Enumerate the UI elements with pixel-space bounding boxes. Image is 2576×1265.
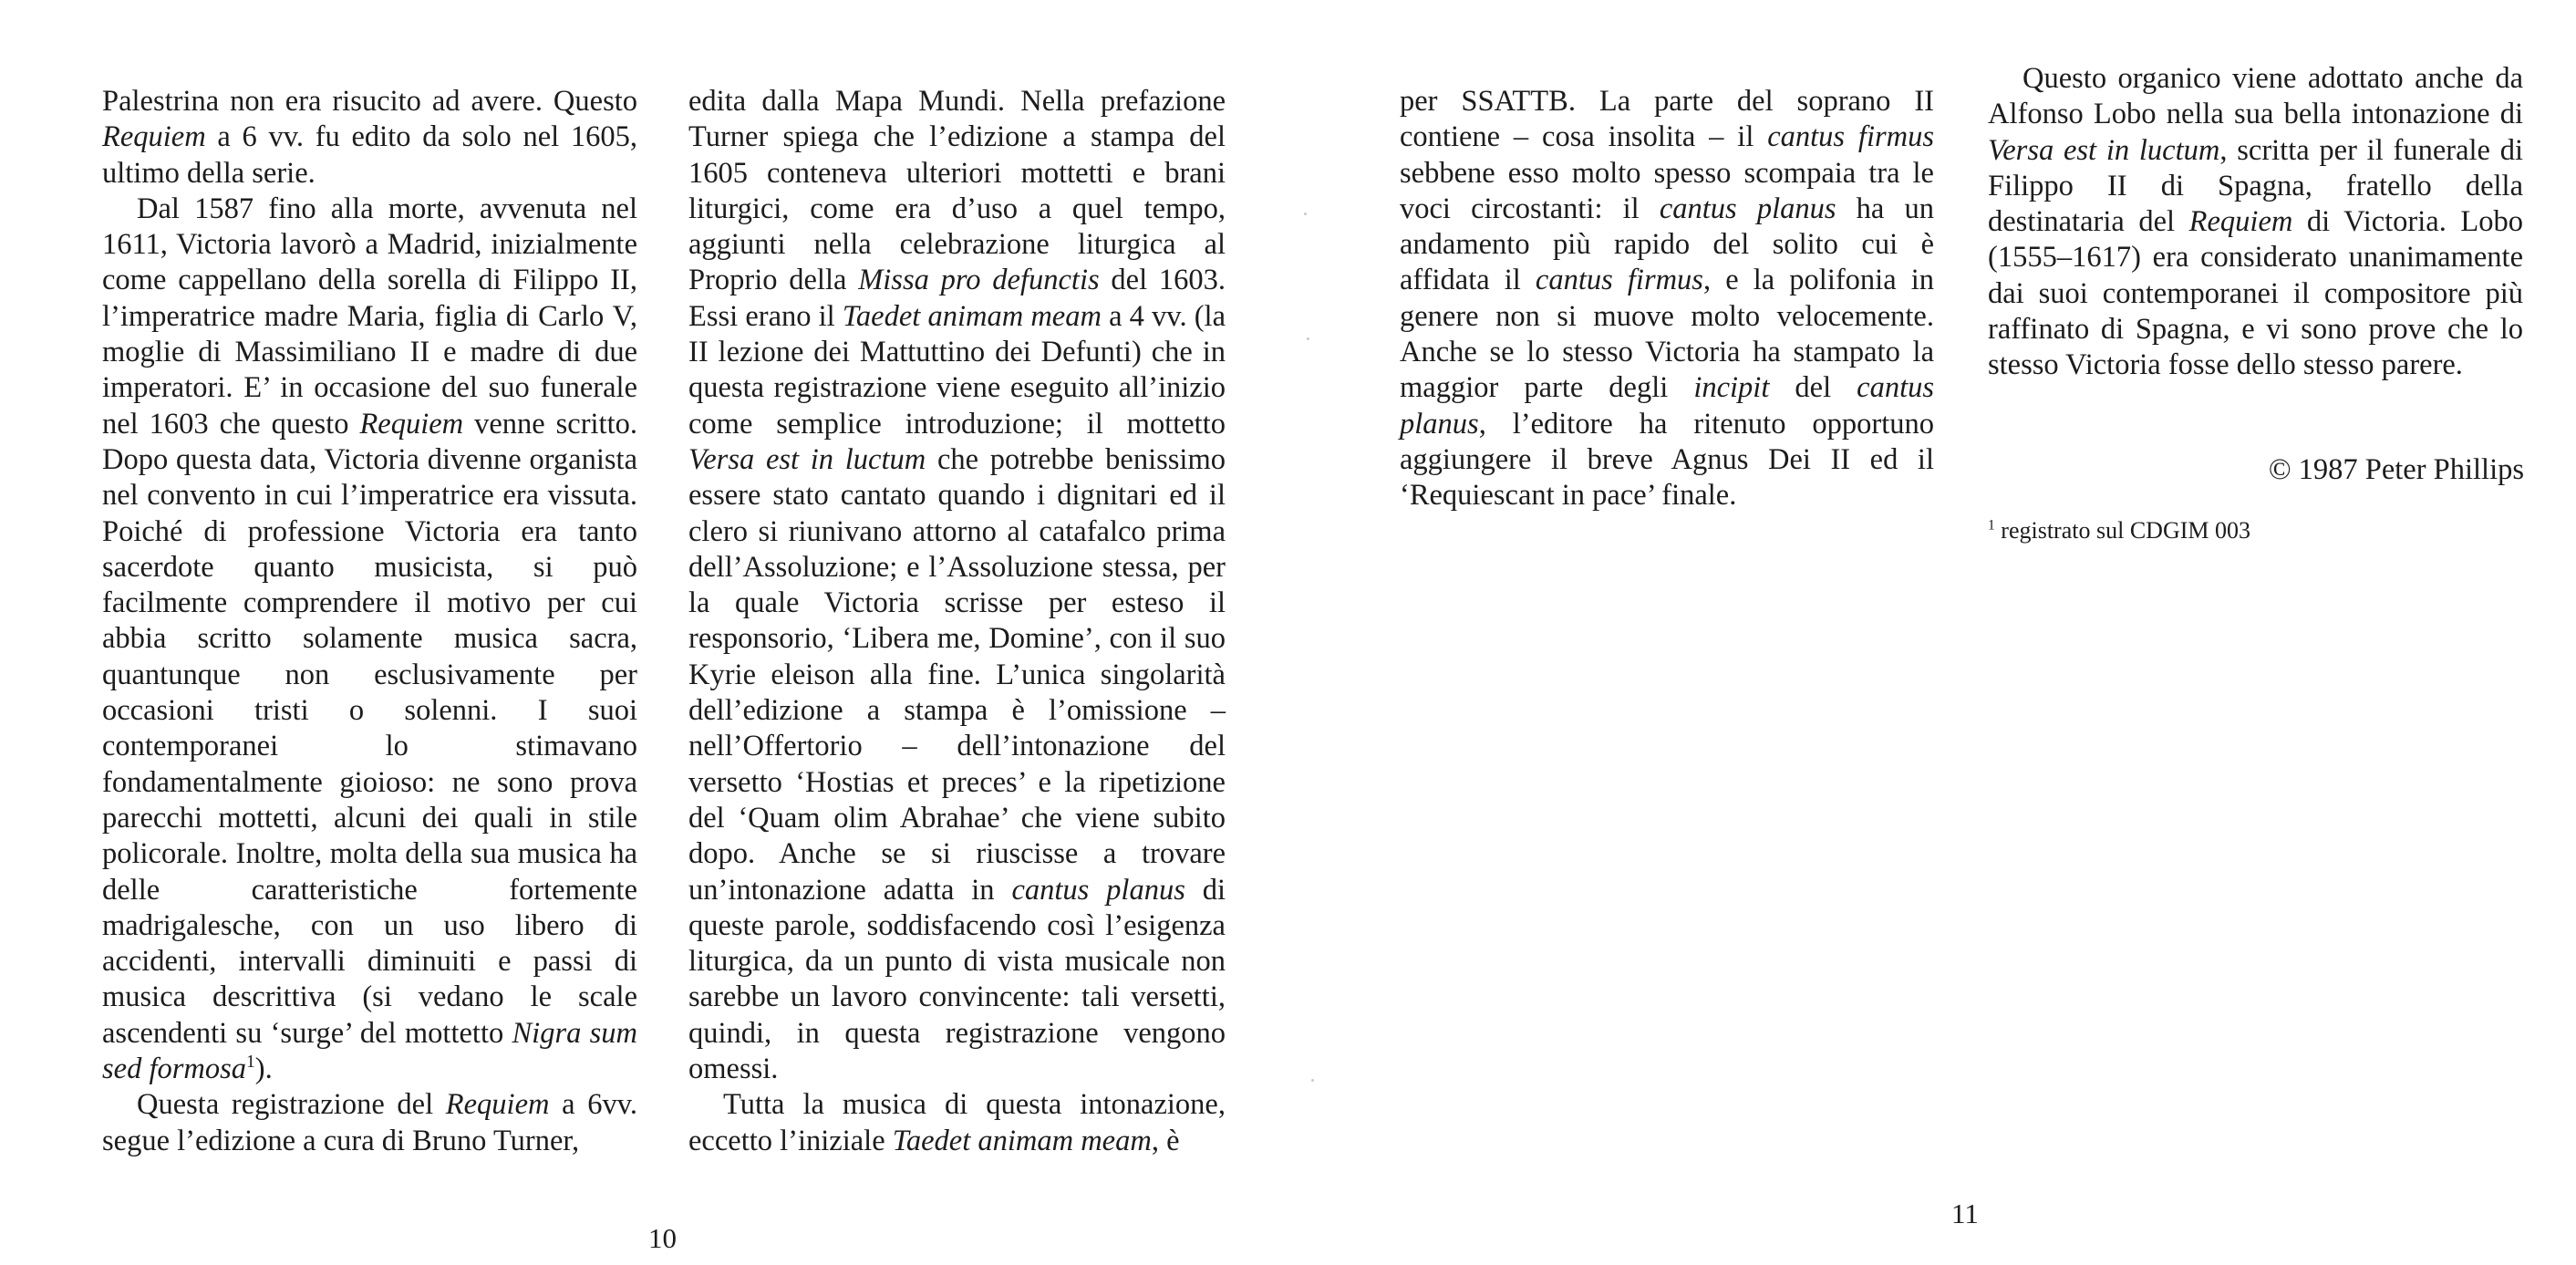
scan-speck xyxy=(1307,337,1309,340)
page-number-right: 11 xyxy=(1951,1198,1979,1229)
text-run: Tutta la musica di questa intonazione, eccetto l’iniziale xyxy=(688,1088,1226,1157)
text-run: ). xyxy=(254,1052,273,1086)
italic-text: Nigra sum sed formosa xyxy=(102,1016,637,1086)
left-page-column-2 xyxy=(688,84,1226,1159)
right-page-column-2 xyxy=(1988,61,2523,384)
paragraph xyxy=(688,84,1226,1087)
paragraph xyxy=(1988,61,2523,384)
right-page-column-1 xyxy=(1400,84,1934,514)
text-run: ha un andamento più rapido del solito cui è affidata il xyxy=(1400,192,1934,297)
italic-text: cantus firmus xyxy=(1767,120,1934,154)
italic-text: Requiem xyxy=(2188,205,2293,239)
copyright-line: © 1987 Peter Phillips xyxy=(2268,453,2524,486)
italic-text: Missa pro defunctis xyxy=(858,264,1100,297)
text-run: per SSATTB. La parte del soprano II contiene – cosa insolita – il xyxy=(1400,85,1934,154)
footnote xyxy=(1988,517,2250,544)
italic-text: Versa est in luctum xyxy=(688,442,926,476)
italic-text: cantus planus xyxy=(1011,873,1185,907)
footnote-text: registrato sul CDGIM 003 xyxy=(1994,517,2250,544)
italic-text: Versa est in luctum xyxy=(1988,133,2220,167)
italic-text: Requiem xyxy=(445,1088,550,1122)
page-number-left: 10 xyxy=(648,1222,677,1254)
text-run: a 4 vv. (la II lezione dei Mattuttino dei Defunti) che in questa registrazione viene eseguito all’inizio come semplice introduzione; il mottetto xyxy=(688,299,1226,441)
italic-text: cantus firmus xyxy=(1535,264,1703,297)
scan-speck xyxy=(1304,213,1307,215)
text-run: che potrebbe benissimo essere stato cantato quando i dignitari ed il clero si riunivano attorno al catafalco prima dell’Assoluzione; e l’Assoluzione stessa, per la quale Victoria scrisse per esteso il responsorio, ‘Libera me, Domine’, con il suo Kyrie eleison alla fine. L’unica singolarità dell’edizione a stampa è l’omissione – nell’Offertorio – dell’intonazione del versetto ‘Hostias et preces’ e la ripetizione del ‘Quam olim Abrahae’ che viene subito dopo. Anche se si riuscisse a trovare un’intonazione adatta in xyxy=(688,442,1226,907)
text-run: Questa registrazione del xyxy=(137,1088,446,1122)
text-run: , e la polifonia in genere non si muove molto velocemente. Anche se lo stesso Victoria ha stampato la maggior parte degli xyxy=(1400,264,1935,405)
italic-text: incipit xyxy=(1693,371,1770,405)
text-run: venne scritto. Dopo questa data, Victoria divenne organista nel convento in cui l’imperatrice era vissuta. Poiché di professione Victoria era tanto sacerdote quanto musicista, si può facilmente comprendere il motivo per cui abbia scritto solamente musica sacra, quantunque non esclusivamente per occasioni tristi o solenni. I suoi contemporanei lo stimavano fondamentalmente gioioso: ne sono prova parecchi mottetti, alcuni dei quali in stile policorale. Inoltre, molta della sua musica ha delle caratteristiche fortemente madrigalesche, con un uso libero di accidenti, intervalli diminuiti e passi di musica descrittiva (si vedano le scale ascendenti su ‘surge’ del mottetto xyxy=(102,407,637,1050)
text-run: , l’editore ha ritenuto opportuno aggiungere il breve Agnus Dei II ed il ‘Requiescant in pace’ finale. xyxy=(1400,407,1934,513)
text-run: sebbene esso molto spesso scompaia tra le voci circostanti: il xyxy=(1400,156,1934,225)
text-run: Palestrina non era risucito ad avere. Questo xyxy=(102,85,637,118)
text-run: , è xyxy=(1151,1124,1180,1157)
text-run: del 1603. Essi erano il xyxy=(688,264,1226,333)
footnote-marker: 1 xyxy=(1988,517,1995,534)
italic-text: Requiem xyxy=(359,407,464,441)
footnote-ref: 1 xyxy=(246,1052,255,1073)
text-run: , scritta per il funerale di Filippo II di Spagna, fratello della destinataria del xyxy=(1988,133,2523,239)
text-run: a 6 vv. fu edito da solo nel 1605, ultimo della serie. xyxy=(102,120,637,190)
text-run: del xyxy=(1769,371,1857,405)
italic-text: cantus planus xyxy=(1659,192,1836,225)
italic-text: cantus planus xyxy=(1400,371,1934,441)
paragraph xyxy=(102,84,637,192)
italic-text: Taedet animam meam xyxy=(892,1124,1152,1157)
text-run: Dal 1587 fino alla morte, avvenuta nel 1611, Victoria lavorò a Madrid, inizialmente come cappellano della sorella di Filippo II, l’imperatrice madre Maria, figlia di Carlo V, moglie di Massimiliano II e madre di due imperatori. E’ in occasione del suo funerale nel 1603 che questo xyxy=(102,192,637,441)
italic-text: Requiem xyxy=(102,120,206,154)
left-page-column-1 xyxy=(102,84,637,1159)
text-run: di Victoria. Lobo (1555–1617) era considerato unanimamente dai suoi contemporanei il compositore più raffinato di Spagna, e vi sono prove che lo stesso Victoria fosse dello stesso parere. xyxy=(1988,205,2523,382)
paragraph xyxy=(688,1087,1226,1159)
italic-text: Taedet animam meam xyxy=(842,299,1102,333)
scan-speck xyxy=(1311,1079,1314,1082)
paragraph xyxy=(1400,84,1934,514)
text-run: di queste parole, soddisfacendo così l’esigenza liturgica, da un punto di vista musicale non sarebbe un lavoro convincente: tali versetti, quindi, in questa registrazione vengono omessi. xyxy=(688,873,1226,1086)
paragraph xyxy=(102,192,637,1087)
text-run: edita dalla Mapa Mundi. Nella prefazione Turner spiega che l’edizione a stampa del 1605 conteneva ulteriori mottetti e brani liturgici, come era d’uso a quel tempo, aggiunti nella celebrazione liturgica al Proprio della xyxy=(688,85,1226,297)
text-run: Questo organico viene adottato anche da Alfonso Lobo nella sua bella intonazione di xyxy=(1988,62,2523,131)
text-run: a 6vv. segue l’edizione a cura di Bruno Turner, xyxy=(102,1088,637,1157)
paragraph xyxy=(102,1087,637,1159)
